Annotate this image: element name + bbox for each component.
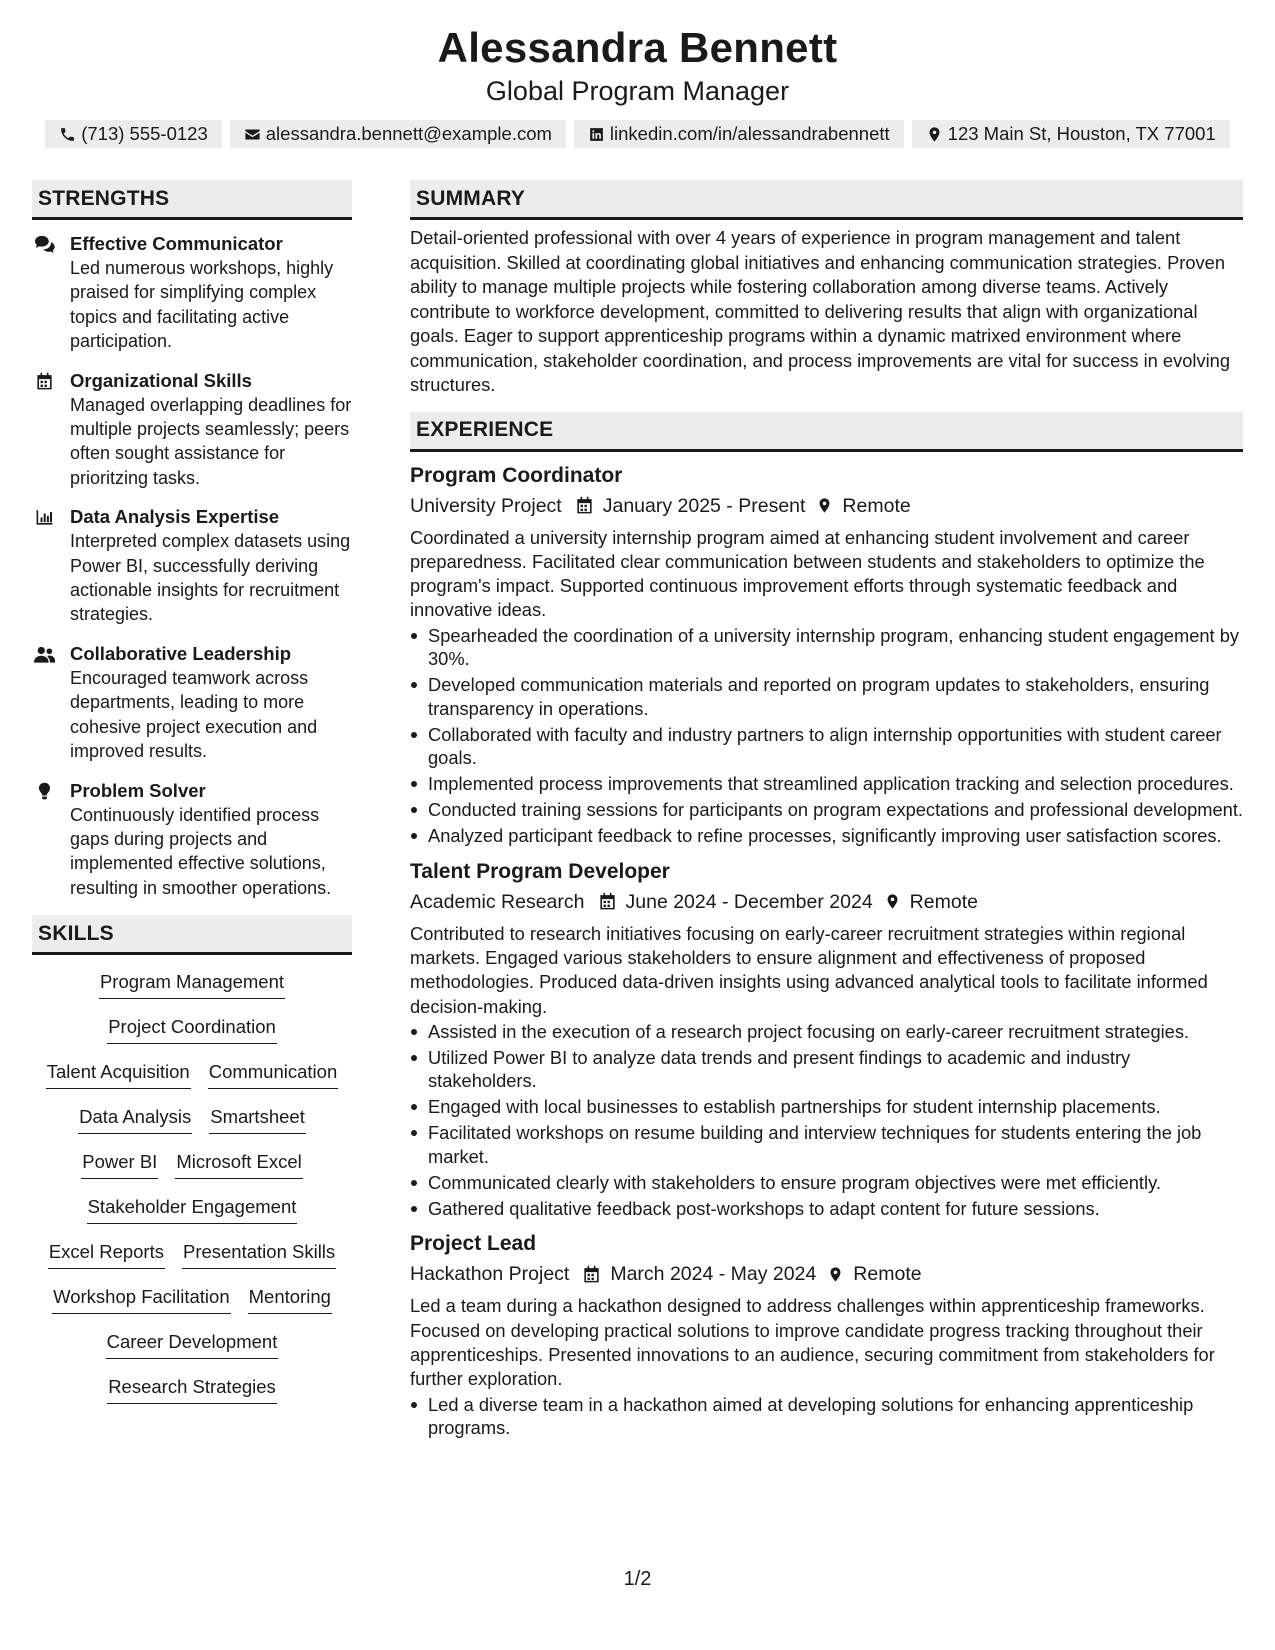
strengths-list [32,232,352,900]
skill-tag: Communication [208,1059,339,1089]
location-pin-icon [926,126,943,143]
strength-item [32,232,352,354]
job-bullet: Spearheaded the coordination of a university internship program, enhancing student engagement by 30%. [410,624,1243,671]
location-pin-icon [884,892,901,911]
skill-tag: Project Coordination [107,1014,277,1044]
job-bullet: Collaborated with faculty and industry partners to align internship opportunities with student career goals. [410,723,1243,770]
strength-item [32,369,352,491]
strength-item [32,779,352,901]
job-bullets [410,624,1243,848]
job-title: Program Coordinator [410,463,623,487]
skill-tag: Data Analysis [78,1104,192,1134]
skill-tag: Career Development [106,1329,279,1359]
job-bullet: Implemented process improvements that streamlined application tracking and selection procedures. [410,772,1243,796]
job-bullet: Facilitated workshops on resume building and interview techniques for students entering the job market. [410,1121,1243,1168]
strength-title: Effective Communicator [70,233,283,254]
experience-heading: EXPERIENCE [410,412,1243,452]
page-number: 1/2 [623,1568,652,1590]
strength-description: Managed overlapping deadlines for multiple projects seamlessly; peers often sought assistance for prioritzing tasks. [70,394,352,488]
skill-tag: Excel Reports [48,1239,165,1269]
skill-row [32,1059,352,1104]
user-group-icon [34,645,55,664]
candidate-name: Alessandra Bennett [437,24,838,71]
phone-icon [59,126,76,143]
job-description: Led a team during a hackathon designed to address challenges within apprenticeship frameworks. Focused on developing practical solutions to improve candidate progress tracking throughout their apprenticeships. Presented innovations to an audience, securing commitment from stakeholders for further exploration. [410,1295,1215,1390]
linkedin-icon [588,126,605,143]
summary-text: Detail-oriented professional with over 4 years of experience in program management and talent acquisition. Skilled at coordinating global initiatives and enhancing communication strategies. Proven ability to manage multiple projects while fostering collaboration among diverse teams. Actively contribute to workforce development, committed to delivering results that align with organizational goals. Eager to support apprenticeship programs within a dynamic matrixed environment where communication, stakeholder coordination, and process improvements are vital for success in evolving structures. [410,227,1231,395]
skill-tag: Talent Acquisition [46,1059,191,1089]
job-dates: March 2024 - May 2024 [610,1263,817,1286]
strength-description: Interpreted complex datasets using Power BI, successfully deriving actionable insights for recruitment strategies. [70,531,351,625]
contact-phone-text: (713) 555-0123 [81,123,208,144]
left-column [32,180,352,1442]
job-bullet: Gathered qualitative feedback post-workshops to adapt content for future sessions. [410,1197,1243,1221]
skill-row [32,1014,352,1059]
skills-heading: SKILLS [32,915,352,955]
experience-entry [410,858,1243,1221]
candidate-title: Global Program Manager [485,76,790,106]
skill-tag: Presentation Skills [182,1239,336,1269]
job-dates: January 2025 - Present [602,494,806,517]
job-meta [410,492,1243,520]
resume-body [32,180,1243,1442]
contact-email-text: alessandra.bennett@example.com [265,123,552,144]
job-bullet: Developed communication materials and reported on program updates to stakeholders, ensuring transparency in operations. [410,673,1243,720]
job-description: Contributed to research initiatives focusing on early-career recruitment strategies within regional markets. Engaged various stakeholders to ensure alignment and effectiveness of proposed methodologies. Produced data-driven insights using advanced analytical tools to facilitate informed decision-making. [410,922,1208,1017]
calendar-icon [575,496,594,515]
strength-title: Data Analysis Expertise [70,506,280,528]
resume-header [0,0,1275,107]
skill-row [32,1239,352,1284]
job-title: Project Lead [410,1232,537,1256]
job-location: Remote [853,1263,922,1286]
contact-email[interactable] [230,120,566,148]
job-meta [410,888,1243,916]
job-location: Remote [909,890,978,913]
contact-address-text: 123 Main St, Houston, TX 77001 [947,123,1216,144]
job-bullet: Led a diverse team in a hackathon aimed at developing solutions for enhancing apprenticeship programs. [410,1393,1243,1440]
skill-row [32,1104,352,1149]
job-meta [410,1260,1243,1288]
job-description: Coordinated a university internship program aimed at enhancing student involvement and career preparedness. Facilitated clear communication between students and stakeholders to optimize the program's impact. Supported continuous improvement efforts through systematic feedback and innovative ideas. [410,526,1205,621]
job-organization: Hackathon Project [410,1263,570,1286]
skills-list [32,955,352,1419]
job-bullet: Communicated clearly with stakeholders to ensure program objectives were met efficiently. [410,1171,1243,1195]
calendar-icon [598,892,617,911]
strength-description: Encouraged teamwork across departments, leading to more cohesive project execution and improved results. [70,667,318,762]
job-bullet: Assisted in the execution of a research project focusing on early-career recruitment strategies. [410,1020,1243,1044]
summary-heading: SUMMARY [410,180,1243,220]
contact-bar [0,120,1275,148]
job-bullet: Analyzed participant feedback to refine processes, significantly improving user satisfaction scores. [410,824,1243,848]
job-title: Talent Program Developer [410,859,670,883]
strength-item [32,642,352,764]
job-organization: Academic Research [410,890,585,913]
strength-item [32,505,352,627]
skill-tag: Microsoft Excel [175,1149,302,1179]
lightbulb-icon [34,782,55,801]
contact-linkedin-text: linkedin.com/in/alessandrabennett [609,123,890,144]
strength-description: Continuously identified process gaps during projects and implemented effective solutions, resulting in smoother operations. [70,804,332,898]
calendar-icon [582,1265,601,1284]
strengths-heading: STRENGTHS [32,180,352,220]
skill-tag: Research Strategies [107,1374,277,1404]
job-dates: June 2024 - December 2024 [625,890,873,913]
skill-tag: Power BI [81,1149,158,1179]
skill-row [32,1284,352,1329]
skill-tag: Mentoring [248,1284,332,1314]
job-bullets [410,1393,1243,1440]
skill-row [32,969,352,1014]
experience-entry [410,462,1243,848]
comments-icon [34,235,55,254]
job-bullet: Conducted training sessions for participants on program expectations and professional development. [410,798,1243,822]
location-pin-icon [816,496,833,515]
contact-phone[interactable] [45,120,222,148]
skill-row [32,1374,352,1419]
right-column [410,180,1243,1442]
skill-row [32,1194,352,1239]
calendar-icon [34,372,55,391]
strength-description: Led numerous workshops, highly praised for simplifying complex topics and facilitating active participation. [70,258,334,352]
strength-title: Organizational Skills [70,369,252,391]
skill-row [32,1329,352,1374]
skill-row [32,1149,352,1194]
skill-tag: Stakeholder Engagement [87,1194,298,1224]
job-bullet: Engaged with local businesses to establish partnerships for student internship placements. [410,1095,1243,1119]
contact-address[interactable] [912,120,1230,148]
job-location: Remote [842,494,911,517]
skill-tag: Smartsheet [209,1104,306,1134]
experience-entry [410,1230,1243,1439]
location-pin-icon [827,1265,844,1284]
job-bullet: Utilized Power BI to analyze data trends and present findings to academic and industry stakeholders. [410,1046,1243,1093]
contact-linkedin[interactable] [574,120,904,148]
envelope-icon [244,126,261,143]
bar-chart-icon [34,508,55,527]
job-bullets [410,1020,1243,1221]
skill-tag: Workshop Facilitation [52,1284,231,1314]
strength-title: Problem Solver [70,779,206,801]
job-organization: University Project [410,494,562,517]
strength-title: Collaborative Leadership [70,642,292,664]
skill-tag: Program Management [99,969,285,999]
